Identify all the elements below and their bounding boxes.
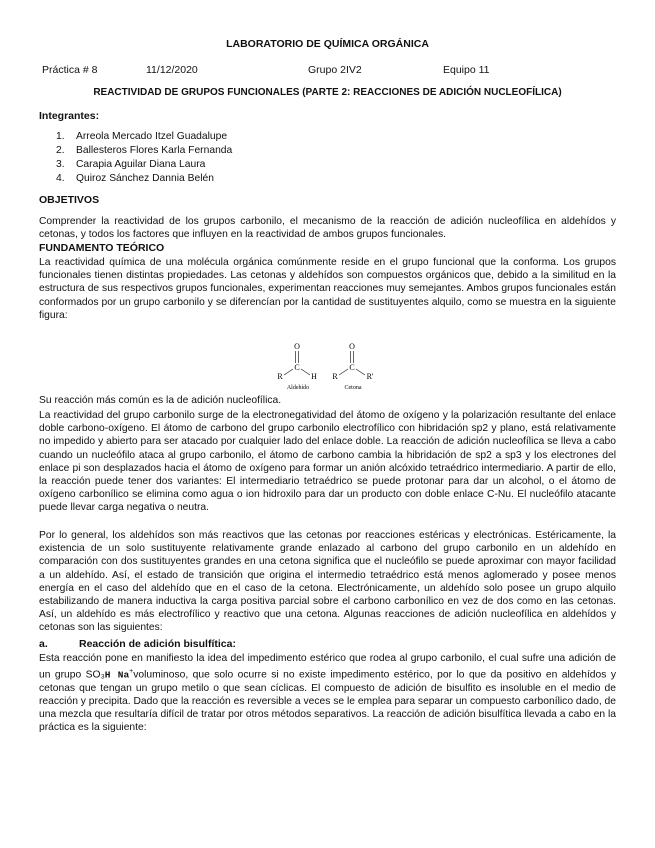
list-item: 4. Quiroz Sánchez Dannia Belén <box>56 173 214 184</box>
practice-subtitle: REACTIVIDAD DE GRUPOS FUNCIONALES (PARTE 2: REACCIONES DE ADICIÓN NUCLEOFÍLICA) <box>93 87 562 98</box>
aldehyde-structure <box>277 342 317 390</box>
list-item: 2. Ballesteros Flores Karla Fernanda <box>56 145 233 156</box>
r-group-atom: R <box>277 372 283 381</box>
objectives-text: Comprender la reactividad de los grupos carbonilo, el mecanismo de la reacción de adición nucleofílica en aldehídos y cetonas, y todos los factores que influyen en la reactividad de ambos grupos funcionales. <box>39 216 616 241</box>
r-group-atom: R <box>332 372 338 381</box>
practice-number: Práctica # 8 <box>42 64 98 76</box>
list-item: 1. Arreola Mercado Itzel Guadalupe <box>56 131 228 142</box>
theory-paragraph-1: La reactividad química de una molécula orgánica comúnmente reside en el grupo funcional que la conforma. Los grupos funcionales tienen distintas propiedades. Las cetonas y aldehídos son compuestos orgánicos que, debido a la similitud en la estructura de sus respectivos grupos funcionales, experimentan reacciones muy semejantes. Ambos grupos funcionales están conformados por un grupo carbonilo y se diferencían por la cantidad de sustituyentes alquilo, como se muestra en la siguiente figura: <box>39 257 616 321</box>
theory-paragraph-2: Su reacción más común es la de adición nucleofílica. <box>39 395 282 406</box>
hydrogen-atom: H <box>311 372 317 381</box>
aldehyde-label: Aldehído <box>286 385 310 390</box>
theory-paragraph-4: Por lo general, los aldehídos son más reactivos que las cetonas por reacciones estéricas y electrónicas. Estéricamente, la existencia de un solo sustituyente relativamente grande enlazado al carbono del grupo carbonilo en un aldehído en comparación con dos sustituyentes grandes en una cetona significa que el nucleófilo se puede aproximar con mayor facilidad a un aldehído. Así, el estado de transición que origina el intermedio tetraédrico está menos aglomerado y posee menos energía en el caso del aldehído que en el caso de la cetona. Electrónicamente, un aldehído solo posee un grupo alquilo estabilizando de manera inductiva la carga positiva parcial sobre el carbono carbonílico en vez de dos como en las cetonas. Así, un aldehído es más electrofílico y reactivo que una cetona. Algunas reacciones de adición nucleofílica en aldehídos y cetonas son las siguientes: <box>39 530 616 634</box>
section-a-marker: a. <box>39 638 48 650</box>
objectives-heading: OBJETIVOS <box>39 194 100 206</box>
practice-date: 11/12/2020 <box>146 64 198 76</box>
list-item: 3. Carapia Aguilar Diana Laura <box>56 159 206 170</box>
ketone-structure <box>332 342 374 390</box>
theory-heading: FUNDAMENTO TEÓRICO <box>39 242 165 254</box>
theory-paragraph-3: La reactividad del grupo carbonilo surge de la electronegatividad del átomo de oxígeno y la polarización resultante del enlace doble carbono-oxígeno. El átomo de carbono del grupo carbonilo electrofílico con hibridación sp2 y plano, está relativamente no impedido y abierto para ser atacado por cualquier lado del enlace doble. La reacción de adición nucleofílica se lleva a cabo cuando un nucleófilo ataca al grupo carbonilo, el átomo de carbono cambia la hibridación de sp2 a sp3 y los electrones del enlace pi son desplazados hacia el átomo de oxígeno para formar un anión alcóxido tetraédrico intermediario. A partir de ello, la reacción puede tener dos variantes: El intermediario tetraédrico se puede protonar para dar un alcohol, o el átomo de oxígeno carbonílico se elimina como agua o ion hidroxilo para dar un producto con doble enlace C-Nu. El nucleófilo atacante puede llevar carga negativa o neutra. <box>39 410 616 514</box>
group-label: Grupo 2IV2 <box>308 64 362 76</box>
carbon-atom: C <box>294 363 300 372</box>
section-a-title: Reacción de adición bisulfítica: <box>79 638 236 650</box>
team-label: Equipo 11 <box>443 64 490 76</box>
oxygen-atom: O <box>294 342 300 351</box>
section-a-heading <box>39 638 236 650</box>
bisulfite-formula: H Na <box>104 669 130 681</box>
carbon-atom: C <box>349 363 355 372</box>
r-prime-group-atom: R' <box>366 372 374 381</box>
ketone-label: Cetona <box>344 385 362 390</box>
oxygen-atom: O <box>349 342 355 351</box>
members-heading: Integrantes: <box>39 110 100 122</box>
lab-title: LABORATORIO DE QUÍMICA ORGÁNICA <box>226 38 429 50</box>
charge-superscript: + <box>129 668 134 676</box>
members-list <box>56 130 232 186</box>
carbonyl-structures-figure <box>270 340 390 390</box>
section-a-text: Esta reacción pone en manifiesto la idea del impedimento estérico que rodea al grupo carbonilo, el cual sufre una adición de un grupo SO₃H Na+voluminoso, que solo ocurre si no existe impedimento estérico, por lo que da positivo en aldehídos y cetonas que tengan un grupo metilo o que sean cíclicas. El compuesto de adición de bisulfito es insoluble en el medio de reacción y precipita. Dado que la reacción es reversible a veces se le emplea para separar un compuesto carbonílico dado, de una mezcla que resultaría difícil de tratar por otros métodos separativos. La reacción de adición bisulfítica llevada a cabo en la práctica es la siguiente: <box>39 653 617 734</box>
